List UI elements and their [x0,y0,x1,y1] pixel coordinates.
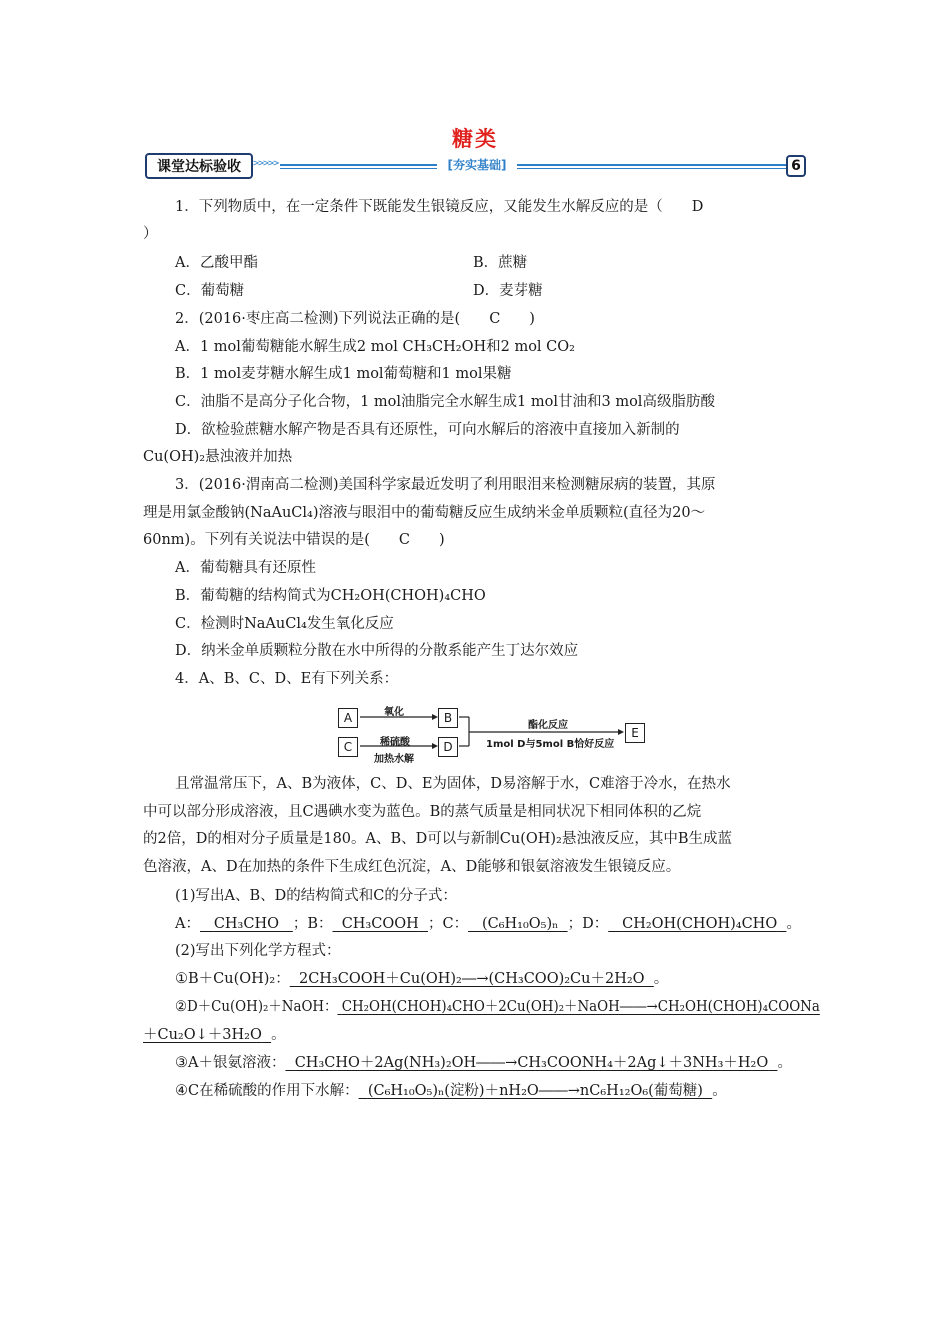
equation-3-label: ③A＋银氨溶液： [175,1055,286,1071]
equation-1 [175,969,668,989]
q4-desc-2: 中可以部分形成溶液，且C遇碘水变为蓝色。B的蒸气质量是相同状况下相同体积的乙烷 [143,804,702,820]
answer-sep-2: ；C： [428,916,469,932]
label-ratio: 1mol D与5mol B恰好反应 [486,739,615,750]
label-oxidation: 氧化 [384,707,404,718]
banner-rule-thin [280,168,786,169]
node-a: A [338,708,358,728]
q1-option-d: D．麦芽糖 [473,283,543,299]
equation-4-end: 。 [712,1083,727,1099]
node-e: E [625,723,645,743]
equation-2-value-cont: ＋Cu₂O↓＋3H₂O [143,1027,262,1043]
q4-desc-3: 的2倍，D的相对分子质量是180。A、B、D可以与新制Cu(OH)₂悬浊液反应，其中B生成蓝 [143,831,733,847]
q2-option-c: C．油脂不是高分子化合物，1 mol油脂完全水解生成1 mol甘油和3 mol高级脂肪酸 [175,394,715,410]
banner-center-label: [夯实基础] [437,156,517,174]
equation-4-answer [359,1083,713,1099]
equation-2-answer-cont [143,1027,271,1043]
q3-stem: 3．(2016·渭南高二检测)美国科学家最近发明了利用眼泪来检测糖尿病的装置，其原 [175,477,716,493]
q3-option-c: C．检测时NaAuCl₄发生氧化反应 [175,616,394,632]
answer-b [332,916,428,932]
q1-option-b: B．蔗糖 [473,255,528,271]
equation-2-end: 。 [271,1027,286,1043]
equation-3-value: CH₃CHO＋2Ag(NH₃)₂OH――→CH₃COONH₄＋2Ag↓＋3NH₃＋H₂O [294,1055,769,1071]
answer-a-value: CH₃CHO [213,916,279,932]
banner-rule [280,164,786,166]
q3-option-b: B．葡萄糖的结构简式为CH₂OH(CHOH)₄CHO [175,588,486,604]
q4-desc-1: 且常温常压下，A、B为液体，C、D、E为固体，D易溶解于水，C难溶于冷水，在热水 [175,776,731,792]
equation-2-label: ②D＋Cu(OH)₂＋NaOH： [175,999,338,1015]
equation-3 [175,1053,792,1073]
equation-1-label: ①B＋Cu(OH)₂： [175,971,290,987]
q4-answers-row [175,914,801,934]
page-title: 糖类 [452,127,498,151]
answer-c [468,916,568,932]
answer-d-value: CH₂OH(CHOH)₄CHO [622,916,778,932]
q2-option-b: B．1 mol麦芽糖水解生成1 mol葡萄糖和1 mol果糖 [175,366,512,382]
equation-2 [175,997,820,1017]
reaction-diagram [338,703,650,765]
equation-3-answer [285,1055,777,1071]
equation-4-label: ④C在稀硫酸的作用下水解： [175,1083,359,1099]
q4-desc-4: 色溶液，A、D在加热的条件下生成红色沉淀，A、D能够和银氨溶液发生银镜反应。 [143,859,681,875]
equation-2-value: CH₂OH(CHOH)₄CHO＋2Cu(OH)₂＋NaOH――→CH₂OH(CHOH)₄COONa [341,999,820,1015]
answer-sep-3: ；D： [567,916,609,932]
answer-a [200,916,293,932]
label-dilute-acid: 稀硫酸 [380,737,410,748]
equation-2-cont [143,1025,286,1045]
q2-option-a: A．1 mol葡萄糖能水解生成2 mol CH₃CH₂OH和2 mol CO₂ [175,339,575,355]
equation-4-value: (C₆H₁₀O₅)ₙ(淀粉)＋nH₂O――→nC₆H₁₂O₆(葡萄糖) [367,1083,703,1099]
q2-stem: 2．(2016·枣庄高二检测)下列说法正确的是( C ) [175,311,535,327]
banner-label: 课堂达标验收 [145,153,253,179]
answer-c-value: (C₆H₁₀O₅)ₙ [481,916,559,932]
q2-option-d: D．欲检验蔗糖水解产物是否具有还原性，可向水解后的溶液中直接加入新制的 [175,422,680,438]
equation-3-end: 。 [777,1055,792,1071]
q1-option-a: A．乙酸甲酯 [175,255,258,271]
equation-2-answer [337,999,819,1015]
label-esterification: 酯化反应 [528,720,568,731]
q3-option-a: A．葡萄糖具有还原性 [175,560,316,576]
q2-option-d-cont: Cu(OH)₂悬浊液并加热 [143,449,293,465]
q4-sub1: (1)写出A、B、D的结构简式和C的分子式： [175,888,457,904]
section-banner [145,153,808,181]
answer-end: 。 [786,916,801,932]
q1-stem-end: ） [143,226,158,242]
node-c: C [338,737,358,757]
q4-sub2: (2)写出下列化学方程式： [175,943,341,959]
equation-1-end: 。 [653,971,669,987]
q3-stem-3: 60nm)。下列有关说法中错误的是( C ) [143,532,445,548]
answer-b-value: CH₃COOH [341,916,419,932]
q1-stem: 1．下列物质中，在一定条件下既能发生银镜反应，又能发生水解反应的是（ D [175,199,704,215]
banner-number: 6 [786,155,806,177]
answer-a-label: A： [175,916,200,932]
equation-1-answer [290,971,654,987]
label-hydrolysis: 加热水解 [374,754,414,765]
answer-sep-1: ；B： [292,916,333,932]
q3-option-d: D．纳米金单质颗粒分散在水中所得的分散系能产生丁达尔效应 [175,643,579,659]
node-b: B [438,708,458,728]
q4-stem: 4．A、B、C、D、E有下列关系： [175,671,399,687]
equation-1-value: 2CH₃COOH＋Cu(OH)₂―→(CH₃COO)₂Cu＋2H₂O [298,971,645,987]
q1-option-c: C．葡萄糖 [175,283,245,299]
answer-d [608,916,786,932]
q3-stem-2: 理是用氯金酸钠(NaAuCl₄)溶液与眼泪中的葡萄糖反应生成纳米金单质颗粒(直径为20～ [143,505,706,521]
node-d: D [438,737,458,757]
equation-4 [175,1081,727,1101]
banner-arrows-icon: >>>>> [253,158,279,169]
